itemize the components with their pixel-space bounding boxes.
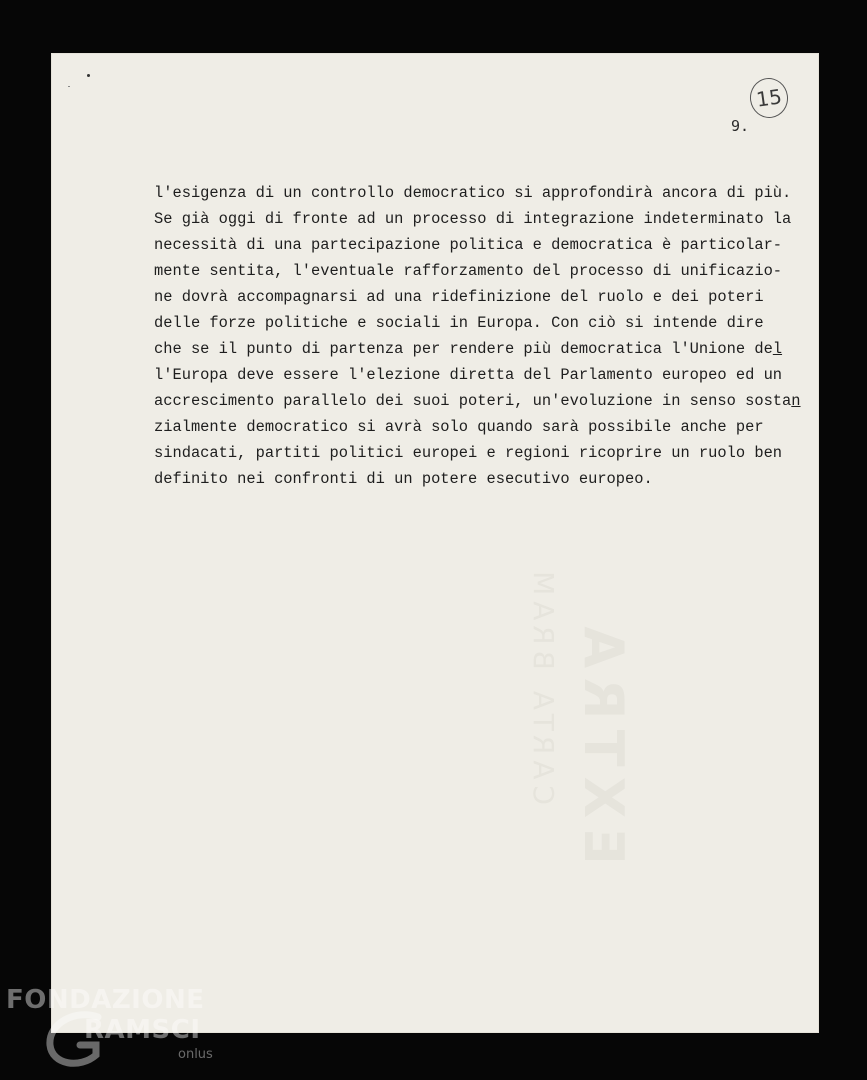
underlined-fragment: l xyxy=(772,340,783,358)
paper-speck xyxy=(68,86,70,87)
text-fragment: che se il punto di partenza per rendere più democratica l'Unione de xyxy=(154,340,773,358)
text-fragment: l'Europa deve essere l'elezione diretta del Parlamento europeo ed un xyxy=(154,366,783,384)
paper-speck xyxy=(87,74,90,77)
text-line xyxy=(154,440,794,466)
text-fragment: zialmente democratico si avrà solo quando sarà possibile anche per xyxy=(154,418,764,436)
text-fragment: necessità di una partecipazione politica e democratica è particolar- xyxy=(154,236,783,254)
text-line xyxy=(154,258,794,284)
text-line xyxy=(154,362,794,388)
text-fragment: mente sentita, l'eventuale rafforzamento del processo di unificazio- xyxy=(154,262,783,280)
text-fragment: definito nei confronti di un potere esecutivo europeo. xyxy=(154,470,653,488)
typewritten-body xyxy=(154,180,801,492)
text-line xyxy=(154,180,794,206)
text-fragment: sindacati, partiti politici europei e regioni ricoprire un ruolo ben xyxy=(154,444,783,462)
text-fragment: l'esigenza di un controllo democratico si approfondirà ancora di più. xyxy=(154,184,792,202)
text-line xyxy=(154,232,794,258)
underlined-fragment: n xyxy=(791,392,801,410)
text-fragment: ne dovrà accompagnarsi ad una ridefinizione del ruolo e dei poteri xyxy=(154,288,764,306)
text-line xyxy=(154,310,794,336)
archive-page-number-handwritten: 15 xyxy=(747,76,790,121)
text-line xyxy=(154,414,794,440)
logo-suffix: onlus xyxy=(178,1047,213,1062)
text-line xyxy=(154,336,794,362)
logo-line-2: RAMSCI xyxy=(84,1015,201,1045)
text-line xyxy=(154,466,794,492)
text-fragment: accrescimento parallelo dei suoi poteri, un'evoluzione in senso sosta xyxy=(154,392,792,410)
typed-page-number: 9. xyxy=(731,117,750,135)
text-fragment: Se già oggi di fronte ad un processo di integrazione indeterminato la xyxy=(154,210,792,228)
text-line xyxy=(154,206,794,232)
fondazione-gramsci-logo xyxy=(6,985,221,1075)
text-line xyxy=(154,388,801,414)
text-fragment: delle forze politiche e sociali in Europa. Con ciò si intende dire xyxy=(154,314,764,332)
text-line xyxy=(154,284,794,310)
logo-line-1: FONDAZIONE xyxy=(6,985,205,1015)
